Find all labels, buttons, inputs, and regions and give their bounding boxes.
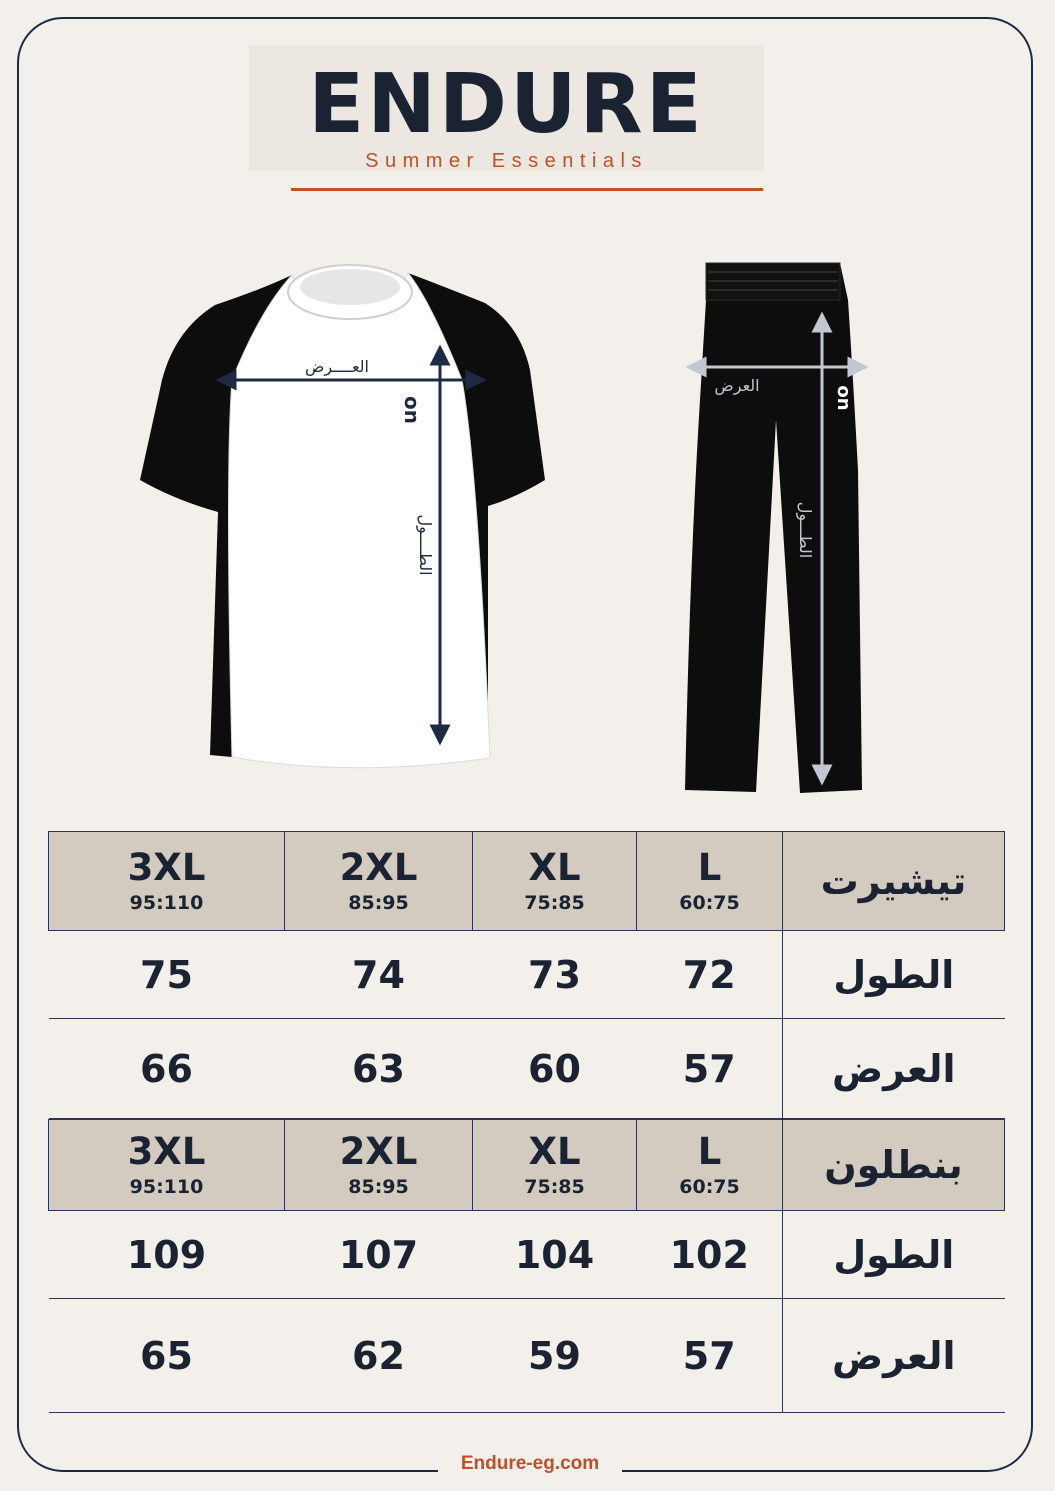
value-cell: 63 [285,1019,473,1119]
shirt-width-label: العــــرض [305,357,369,376]
value-cell: 66 [49,1019,285,1119]
brand-logo: ENDURE [308,57,705,152]
table-row [49,1211,1005,1299]
pants-width-label: العرض [714,376,760,395]
row-label-length: الطول [783,931,1005,1019]
value-cell: 57 [637,1019,783,1119]
size-cell-xl: XL 75:85 [473,832,637,931]
size-cell-3xl: 3XL 95:110 [49,832,285,931]
pants-header-row [49,1120,1005,1211]
value-cell: 107 [285,1211,473,1299]
value-cell: 72 [637,931,783,1019]
table-row [49,1019,1005,1119]
value-cell: 57 [637,1299,783,1413]
value-cell: 60 [473,1019,637,1119]
row-label-width: العرض [783,1019,1005,1119]
table-row [49,931,1005,1019]
on-logo-icon: on [833,385,854,411]
value-cell: 102 [637,1211,783,1299]
pants-length-label: الطـــول [796,501,815,559]
size-cell-xl: XL 75:85 [473,1120,637,1211]
size-cell-l: L 60:75 [637,832,783,931]
value-cell: 65 [49,1299,285,1413]
value-cell: 62 [285,1299,473,1413]
on-logo-icon: on [400,396,424,424]
value-cell: 104 [473,1211,637,1299]
website-link[interactable]: Endure-eg.com [460,1453,600,1474]
value-cell: 75 [49,931,285,1019]
brand-tagline: Summer Essentials [365,150,648,172]
tshirt-size-table [48,831,1005,1119]
size-cell-2xl: 2XL 85:95 [285,1120,473,1211]
size-cell-l: L 60:75 [637,1120,783,1211]
table-row [49,1299,1005,1413]
row-label-length: الطول [783,1211,1005,1299]
tshirt-header-row [49,832,1005,931]
value-cell: 73 [473,931,637,1019]
tshirt-drawing [140,265,545,768]
value-cell: 74 [285,931,473,1019]
shirt-length-label: الطــــول [416,514,435,576]
pants-size-table [48,1119,1005,1413]
row-label-width: العرض [783,1299,1005,1413]
tshirt-title: تيشيرت [783,832,1005,931]
value-cell: 59 [473,1299,637,1413]
size-cell-3xl: 3XL 95:110 [49,1120,285,1211]
size-cell-2xl: 2XL 85:95 [285,832,473,931]
pants-title: بنطلون [783,1120,1005,1211]
pants-drawing [685,263,862,793]
value-cell: 109 [49,1211,285,1299]
